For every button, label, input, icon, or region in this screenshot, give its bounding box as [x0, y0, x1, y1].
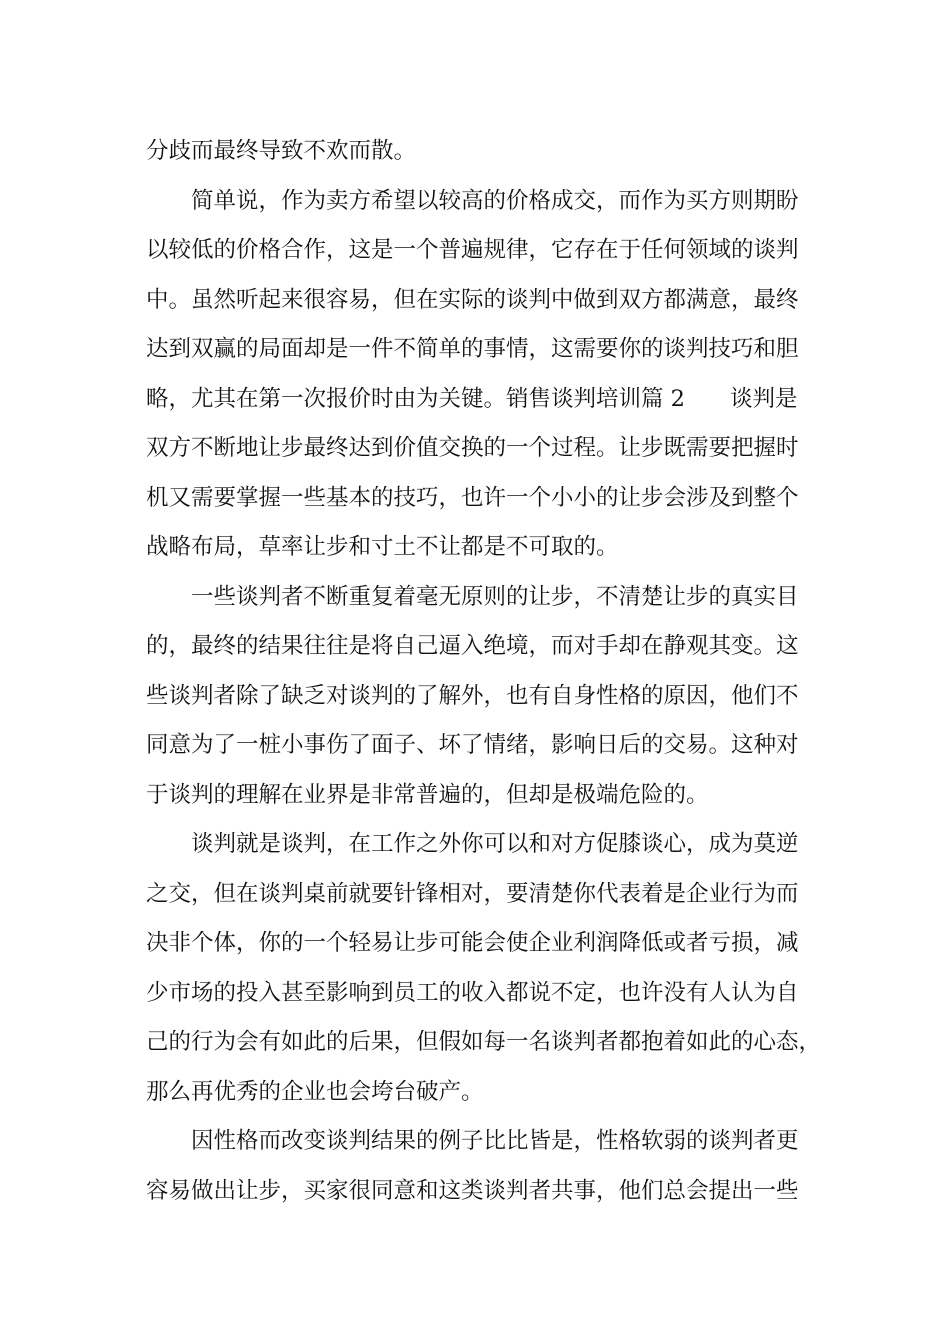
paragraph-first-line: 一些谈判者不断重复着毫无原则的让步，不清楚让步的真实目 — [191, 584, 799, 610]
text-line: 中。虽然听起来很容易，但在实际的谈判中做到双方都满意，最终 — [146, 287, 799, 313]
paragraph-first-line: 因性格而改变谈判结果的例子比比皆是，性格软弱的谈判者更 — [191, 1128, 799, 1154]
text-line: 的，最终的结果往往是将自己逼入绝境，而对手却在静观其变。这 — [146, 633, 799, 659]
paragraph-first-line: 谈判就是谈判，在工作之外你可以和对方促膝谈心，成为莫逆 — [191, 831, 799, 857]
text-line: 些谈判者除了缺乏对谈判的了解外，也有自身性格的原因，他们不 — [146, 683, 799, 709]
text-line: 之交，但在谈判桌前就要针锋相对，要清楚你代表着是企业行为而 — [146, 881, 799, 907]
text-line: 少市场的投入甚至影响到员工的收入都说不定，也许没有人认为自 — [146, 980, 799, 1006]
text-line: 略，尤其在第一次报价时由为关键。销售谈判培训篇 2 谈判是 — [146, 386, 798, 412]
text-line: 战略布局，草率让步和寸土不让都是不可取的。 — [146, 534, 619, 560]
text-line: 机又需要掌握一些基本的技巧，也许一个小小的让步会涉及到整个 — [146, 485, 799, 511]
text-line: 己的行为会有如此的后果，但假如每一名谈判者都抱着如此的心态， — [146, 1029, 822, 1055]
text-line: 决非个体，你的一个轻易让步可能会使企业利润降低或者亏损，减 — [146, 930, 799, 956]
text-line: 以较低的价格合作，这是一个普遍规律，它存在于任何领域的谈判 — [146, 237, 799, 263]
text-line: 双方不断地让步最终达到价值交换的一个过程。让步既需要把握时 — [146, 435, 799, 461]
paragraph-first-line: 简单说，作为卖方希望以较高的价格成交，而作为买方则期盼 — [191, 188, 799, 214]
text-line: 同意为了一桩小事伤了面子、坏了情绪，影响日后的交易。这种对 — [146, 732, 799, 758]
text-line: 于谈判的理解在业界是非常普遍的，但却是极端危险的。 — [146, 782, 709, 808]
text-line: 分歧而最终导致不欢而散。 — [146, 138, 417, 164]
text-line: 达到双赢的局面却是一件不简单的事情，这需要你的谈判技巧和胆 — [146, 336, 799, 362]
text-line: 那么再优秀的企业也会垮台破产。 — [146, 1079, 484, 1105]
text-line: 容易做出让步，买家很同意和这类谈判者共事，他们总会提出一些 — [146, 1178, 799, 1204]
